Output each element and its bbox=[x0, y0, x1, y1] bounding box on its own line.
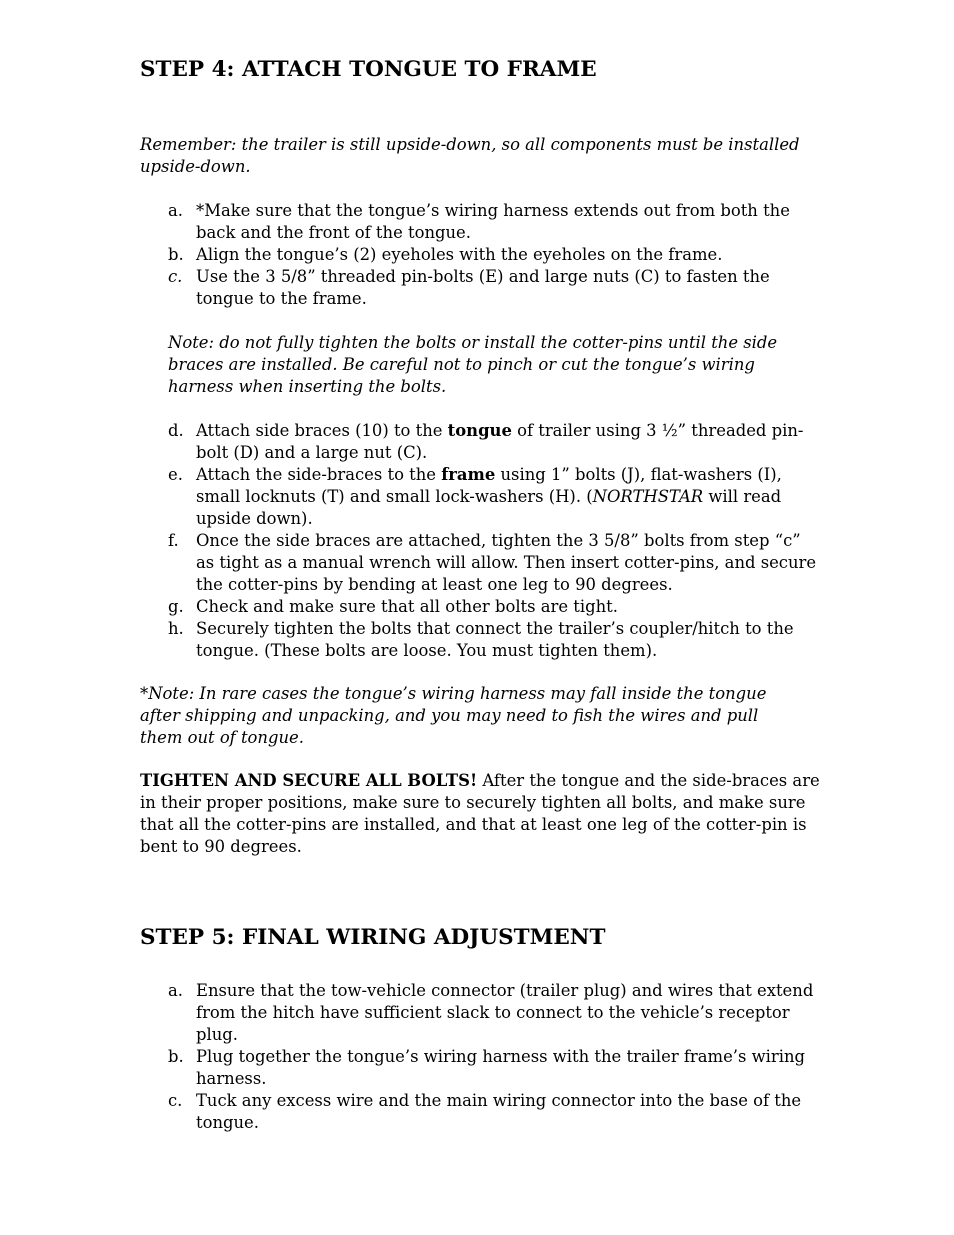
list-item bbox=[168, 1046, 820, 1090]
step4-title: STEP 4: ATTACH TONGUE TO FRAME bbox=[140, 57, 597, 82]
list-item bbox=[168, 420, 820, 464]
list-item bbox=[168, 266, 820, 310]
tighten-heading: TIGHTEN AND SECURE ALL BOLTS! bbox=[140, 771, 478, 790]
list-marker: c. bbox=[168, 1091, 183, 1110]
list-marker: b. bbox=[168, 1047, 184, 1066]
list-item-text: *Make sure that the tongue’s wiring harness extends out from both the back and the front of the tongue. bbox=[196, 201, 790, 242]
list-marker: c. bbox=[168, 267, 183, 286]
list-marker: a. bbox=[168, 201, 183, 220]
list-item bbox=[168, 530, 820, 596]
list-item bbox=[168, 980, 820, 1046]
step4-list-2 bbox=[140, 420, 820, 662]
list-item-text: Once the side braces are attached, tighten the 3 5/8” bolts from step “c” as tight as a manual wrench will allow. Then insert cotter-pins, and secure the cotter-pins by bending at least one leg to 90 degrees. bbox=[196, 531, 817, 594]
list-item-text: Plug together the tongue’s wiring harness with the trailer frame’s wiring harness. bbox=[196, 1047, 806, 1088]
list-marker: h. bbox=[168, 619, 184, 638]
list-marker: a. bbox=[168, 981, 183, 1000]
list-item bbox=[168, 596, 820, 618]
list-item-text: Securely tighten the bolts that connect the trailer’s coupler/hitch to the tongue. (These bolts are loose. You must tighten them). bbox=[196, 619, 794, 660]
list-item bbox=[168, 618, 820, 662]
step5-list bbox=[140, 980, 820, 1134]
bold-frame: frame bbox=[441, 465, 496, 484]
list-marker: b. bbox=[168, 245, 184, 264]
list-marker: f. bbox=[168, 531, 179, 550]
list-item bbox=[168, 1090, 820, 1134]
list-item bbox=[168, 200, 820, 244]
tighten-paragraph bbox=[140, 770, 820, 858]
step4-note: Note: do not fully tighten the bolts or install the cotter-pins until the side braces are installed. Be careful not to pinch or cut the tongue’s wiring harness when inserting the bolts. bbox=[168, 333, 778, 396]
list-item bbox=[168, 244, 820, 266]
tighten-text: After the tongue and the side-braces are in their proper positions, make sure to securely tighten all bolts, and make sure that all the cotter-pins are installed, and that at least one leg of the cotter-pin is bent to 90 degrees. bbox=[140, 771, 820, 856]
list-item-text: Check and make sure that all other bolts are tight. bbox=[196, 597, 618, 616]
step4-list-1 bbox=[140, 200, 820, 310]
step4-reminder: Remember: the trailer is still upside-down, so all components must be installed upside-down. bbox=[140, 135, 800, 176]
italic-northstar: NORTHSTAR bbox=[592, 487, 704, 506]
step5-title: STEP 5: FINAL WIRING ADJUSTMENT bbox=[140, 925, 606, 950]
list-item-text: Attach side braces (10) to the tongue of trailer using 3 ½” threaded pin-bolt (D) and a large nut (C). bbox=[196, 421, 804, 462]
list-item-text: Use the 3 5/8” threaded pin-bolts (E) and large nuts (C) to fasten the tongue to the frame. bbox=[196, 267, 770, 308]
list-item-text: Ensure that the tow-vehicle connector (trailer plug) and wires that extend from the hitch have sufficient slack to connect to the vehicle’s receptor plug. bbox=[196, 981, 814, 1044]
bold-tongue: tongue bbox=[447, 421, 512, 440]
step4-footnote: *Note: In rare cases the tongue’s wiring harness may fall inside the tongue after shipping and unpacking, and you may need to fish the wires and pull them out of tongue. bbox=[140, 684, 767, 747]
list-marker: e. bbox=[168, 465, 183, 484]
list-item bbox=[168, 464, 820, 530]
list-item-text: Attach the side-braces to the frame using 1” bolts (J), flat-washers (I), small locknuts (T) and small lock-washers (H). (NORTHSTAR will read upside down). bbox=[196, 465, 782, 528]
list-item-text: Tuck any excess wire and the main wiring connector into the base of the tongue. bbox=[196, 1091, 802, 1132]
list-marker: d. bbox=[168, 421, 184, 440]
list-marker: g. bbox=[168, 597, 184, 616]
list-item-text: Align the tongue’s (2) eyeholes with the eyeholes on the frame. bbox=[196, 245, 723, 264]
